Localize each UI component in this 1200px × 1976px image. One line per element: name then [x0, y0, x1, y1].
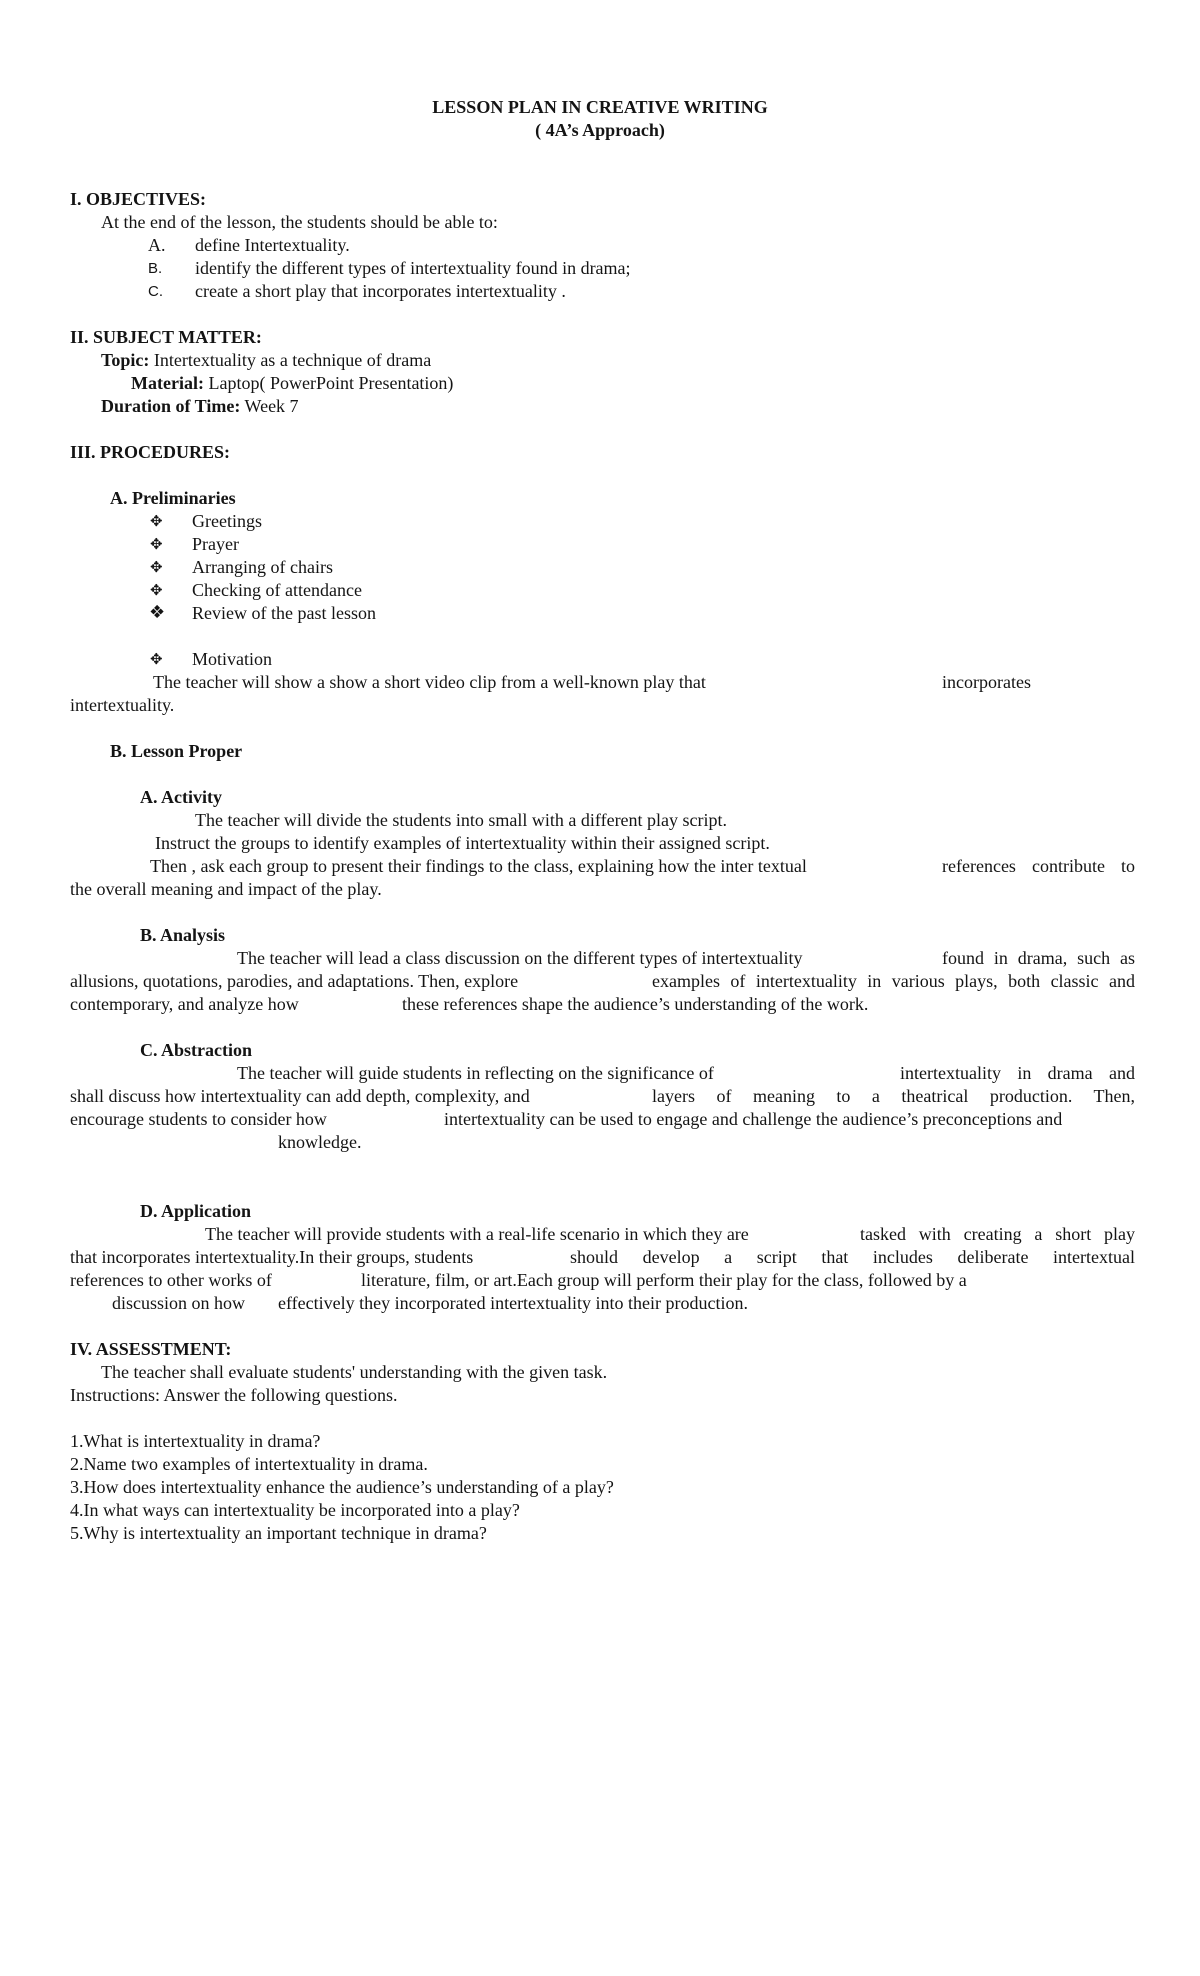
application-text: literature, film, or art.Each group will perform their play for the class, followed by a: [361, 1270, 967, 1290]
analysis-heading: B. Analysis: [140, 925, 226, 945]
analysis-text: these references shape the audience’s understanding of the work.: [402, 994, 869, 1014]
duration-label: Duration of Time:: [101, 396, 241, 416]
objective-item: identify the different types of intertextuality found in drama;: [195, 258, 631, 278]
topic-label: Topic:: [101, 350, 150, 370]
motivation-text: The teacher will show a show a short video clip from a well-known play that: [153, 672, 706, 692]
diamond-bullet-icon: ❖: [149, 602, 166, 623]
application-text: references to other works of: [70, 1270, 272, 1290]
motivation-label: Motivation: [192, 649, 272, 669]
duration-value: Week 7: [244, 396, 299, 416]
analysis-text: found in drama, such as: [942, 948, 1135, 968]
material-line: [131, 372, 453, 395]
assessment-heading: IV. ASSESSTMENT:: [70, 1339, 232, 1359]
motivation-text: intertextuality.: [70, 695, 175, 715]
objective-item: create a short play that incorporates intertextuality .: [195, 281, 566, 301]
application-text: discussion on how: [112, 1293, 246, 1313]
application-text: that incorporates intertextuality.In their groups, students: [70, 1247, 474, 1267]
objectives-intro: At the end of the lesson, the students should be able to:: [101, 212, 498, 232]
topic-value: Intertextuality as a technique of drama: [153, 350, 432, 370]
material-value: Laptop( PowerPoint Presentation): [208, 373, 454, 393]
diamond-bullet-icon: ✥: [150, 535, 163, 553]
assessment-text: The teacher shall evaluate students' understanding with the given task.: [101, 1362, 608, 1382]
objective-marker: C.: [148, 283, 163, 300]
diamond-bullet-icon: ✥: [150, 512, 163, 530]
abstraction-text: The teacher will guide students in reflecting on the significance of: [237, 1063, 714, 1083]
analysis-text: The teacher will lead a class discussion on the different types of intertextuality: [237, 948, 803, 968]
objective-marker: A.: [148, 235, 166, 255]
objective-item: define Intertextuality.: [195, 235, 350, 255]
application-heading: D. Application: [140, 1201, 252, 1221]
procedures-heading: III. PROCEDURES:: [70, 442, 231, 462]
preliminary-item: Greetings: [192, 511, 262, 531]
diamond-bullet-icon: ✥: [150, 650, 163, 668]
application-text: The teacher will provide students with a real-life scenario in which they are: [205, 1224, 749, 1244]
lesson-proper-heading: B. Lesson Proper: [110, 741, 243, 761]
question-item: 4.In what ways can intertextuality be incorporated into a play?: [70, 1500, 520, 1520]
assessment-instructions: Instructions: Answer the following questions.: [70, 1385, 398, 1405]
abstraction-text: encourage students to consider how: [70, 1109, 327, 1129]
preliminary-item: Prayer: [192, 534, 239, 554]
activity-text: the overall meaning and impact of the play.: [70, 879, 382, 899]
objectives-heading: I. OBJECTIVES:: [70, 189, 207, 209]
diamond-bullet-icon: ✥: [150, 581, 163, 599]
question-item: 2.Name two examples of intertextuality in drama.: [70, 1454, 428, 1474]
abstraction-text: shall discuss how intertextuality can add depth, complexity, and: [70, 1086, 530, 1106]
preliminaries-heading: A. Preliminaries: [110, 488, 236, 508]
activity-text: references contribute to: [942, 856, 1135, 876]
material-label: Material:: [131, 373, 204, 393]
abstraction-text: intertextuality can be used to engage and challenge the audience’s preconceptions and: [444, 1109, 1063, 1129]
abstraction-text: knowledge.: [278, 1132, 362, 1152]
activity-text: Instruct the groups to identify examples of intertextuality within their assigned script.: [155, 833, 770, 853]
document-title: LESSON PLAN IN CREATIVE WRITING: [432, 97, 768, 117]
analysis-text: contemporary, and analyze how: [70, 994, 299, 1014]
question-item: 1.What is intertextuality in drama?: [70, 1431, 321, 1451]
abstraction-heading: C. Abstraction: [140, 1040, 252, 1060]
abstraction-text: intertextuality in drama and: [900, 1063, 1135, 1083]
activity-heading: A. Activity: [140, 787, 222, 807]
question-item: 5.Why is intertextuality an important technique in drama?: [70, 1523, 487, 1543]
motivation-text: incorporates: [942, 672, 1031, 692]
application-text: should develop a script that includes deliberate intertextual: [570, 1247, 1135, 1267]
activity-text: The teacher will divide the students into small with a different play script.: [195, 810, 728, 830]
abstraction-text: layers of meaning to a theatrical production. Then,: [652, 1086, 1135, 1106]
objective-marker: B.: [148, 260, 163, 277]
document-subtitle: ( 4A’s Approach): [535, 120, 665, 140]
analysis-text: allusions, quotations, parodies, and adaptations. Then, explore: [70, 971, 519, 991]
application-text: effectively they incorporated intertextuality into their production.: [278, 1293, 749, 1313]
preliminary-item: Checking of attendance: [192, 580, 362, 600]
duration-line: [101, 395, 299, 418]
activity-text: Then , ask each group to present their findings to the class, explaining how the inter textual: [150, 856, 807, 876]
subject-matter-heading: II. SUBJECT MATTER:: [70, 327, 262, 347]
application-text: tasked with creating a short play: [860, 1224, 1135, 1244]
topic-line: [101, 349, 431, 372]
preliminary-item: Review of the past lesson: [192, 603, 376, 623]
diamond-bullet-icon: ✥: [150, 558, 163, 576]
question-item: 3.How does intertextuality enhance the audience’s understanding of a play?: [70, 1477, 614, 1497]
analysis-text: examples of intertextuality in various plays, both classic and: [652, 971, 1135, 991]
preliminary-item: Arranging of chairs: [192, 557, 333, 577]
